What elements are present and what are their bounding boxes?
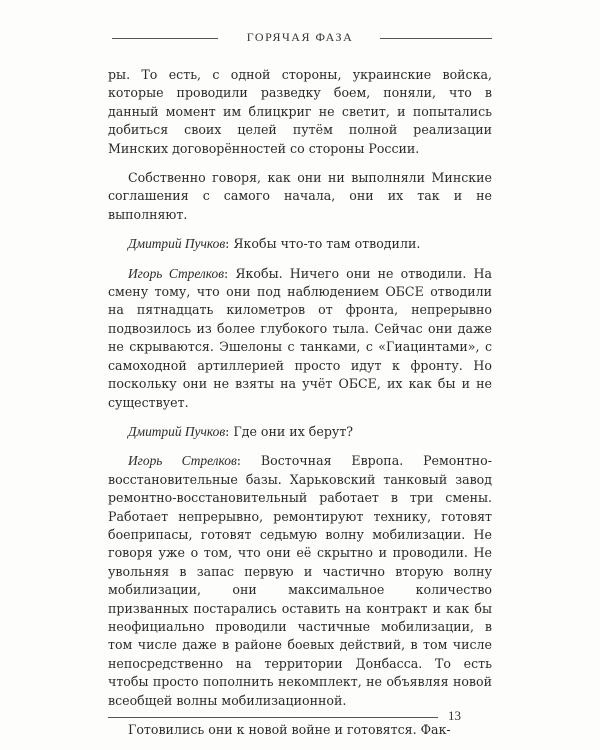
paragraph-2 <box>108 169 492 224</box>
speaker-name: Дмитрий Пучков <box>128 236 226 252</box>
paragraph-text: : Восточная Европа. Ремонтно-восстановительные базы. Харьковский танковый завод ремонтно-восстановительный работает в три смены. Работает непрерывно, ремонтируют технику, готовят боеприпасы, готовят седьмую волну мобилизации. Не говоря уже о том, что они её скрытно и проводили. Не увольняя в запас первую и частично вторую волну мобилизации, они максимальное количество призванных постарались оставить на контракт и как бы неофициально проводили частичные мобилизации, в том числе даже в районе боевых действий, в том числе непосредственно на территории Донбасса. То есть чтобы просто пополнить некомплект, не объявляя новой всеобщей волны мобилизационной. <box>108 453 492 708</box>
paragraph-1 <box>108 66 492 158</box>
paragraph-3 <box>108 235 492 253</box>
running-header <box>0 28 600 48</box>
speaker-name: Игорь Стрелков <box>128 453 237 469</box>
speaker-name: Дмитрий Пучков <box>128 423 226 439</box>
paragraph-text: : Где они их берут? <box>225 423 354 439</box>
speaker-name: Игорь Стрелков <box>128 265 225 281</box>
paragraph-text: ры. То есть, с одной стороны, украинские войска, которые проводили разведку боем, поняли, что в данный момент им блицкриг не светит, и попытались добиться своих целей путём полной реализации Минских договорённостей со стороны России. <box>108 67 492 156</box>
header-rule-right <box>380 38 492 39</box>
paragraph-text: Готовились они к новой войне и готовятся. Фак- <box>128 722 451 737</box>
running-title: ГОРЯЧАЯ ФАЗА <box>246 30 354 44</box>
paragraph-6 <box>108 452 492 710</box>
footer-rule <box>108 717 438 718</box>
paragraph-5 <box>108 423 492 441</box>
paragraph-text: : Якобы. Ничего они не отводили. На смену тому, что они под наблюдением ОБСЕ отводили на пятнадцать километров от фронта, непрерывно подвозилось из более глубокого тыла. Сейчас они даже не скрываются. Эшелоны с танками, с «Гиацинтами», с самоходной артиллерией просто идут к фронту. Но поскольку они не взяты на учёт ОБСЕ, их как бы и не существует. <box>108 265 492 410</box>
page-number: 13 <box>448 708 461 723</box>
page-footer <box>0 706 600 726</box>
paragraph-text: : Якобы что-то там отводили. <box>225 236 421 252</box>
paragraph-text: Собственно говоря, как они ни выполняли Минские соглашения с самого начала, они их так и не выполняют. <box>108 170 492 222</box>
page-body <box>108 66 492 739</box>
paragraph-4 <box>108 265 492 412</box>
header-rule-left <box>112 38 218 39</box>
